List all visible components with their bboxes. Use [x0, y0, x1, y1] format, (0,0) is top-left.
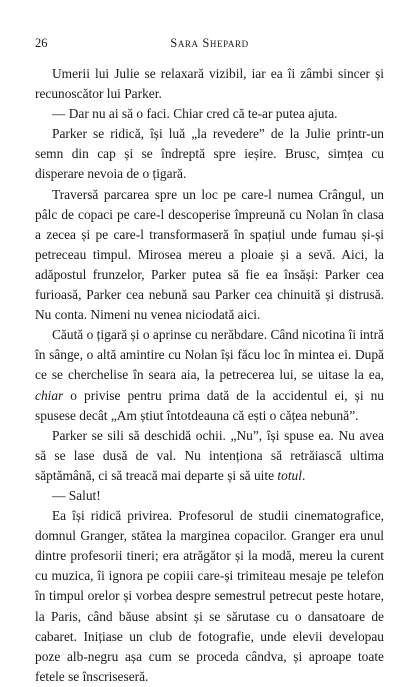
text-run: Ea își ridică privirea. Profesorul de studii cinematografice, domnul Granger, stătea la marginea copacilor. Granger era unul dintre profesorii tineri; era atrăgător și la modă, mereu la curent cu muzica, îi ignora pe copiii care-și trimiteau mesaje pe telefon în timpul orelor și vorbea despre semestrul petrecut peste hotare, la Paris, când băuse absint și se sărutase cu o dansatoare de cabaret. Inițiase un club de fotografie, unde elevii developau poze alb-negru așa cum se proceda cândva, și aproape toate fetele se înscriseseră. [35, 508, 384, 684]
paragraph [35, 486, 384, 506]
text-run: Umerii lui Julie se relaxară vizibil, iar ea îi zâmbi sincer și recunoscător lui Parker. [35, 66, 384, 102]
text-run: Căută o țigară și o aprinse cu nerăbdare. Când nicotina îi intră în sânge, o altă amintire cu Nolan își făcu loc în mintea ei. După ce se cherchelise în seara aia, la petrecerea lui, se uitase la ea, [35, 327, 384, 383]
page-number: 26 [35, 36, 48, 50]
text-run: — Salut! [52, 487, 101, 503]
page-header [35, 36, 384, 56]
text-run: o privise pentru prima dată de la accidentul ei, și nu spusese decât „Am știut întotdeauna că ești o cățea nebună”. [35, 387, 384, 423]
text-run: Parker se ridică, își luă „la revedere” de la Julie printr-un semn din cap și se îndreptă spre ieșire. Brusc, simțea cu disperare nevoia de o țigară. [35, 126, 384, 182]
paragraph [35, 104, 384, 124]
paragraph [35, 426, 384, 486]
running-head-author: Sara Shepard [170, 36, 249, 50]
emphasis-text: totul [277, 467, 302, 483]
paragraph [35, 64, 384, 104]
paragraph [35, 185, 384, 326]
body-text [35, 64, 384, 687]
paragraph [35, 124, 384, 184]
book-page [35, 36, 384, 687]
text-run: . [301, 467, 306, 483]
emphasis-text: chiar [35, 387, 64, 403]
text-run: Traversă parcarea spre un loc pe care-l numea Crângul, un pâlc de copaci pe care-l descoperise împreună cu Nolan în clasa a zecea și pe care-l transformaseră în spațiul unde fumau și-și petreceau timpul. Mirosea mereu a ploaie și a sevă. Aici, la adăpostul frunzelor, Parker putea să fie ea însăși: Parker cea furioasă, Parker cea nebună sau Parker cea chinuită și distrusă. Nu conta. Nimeni nu venea niciodată aici. [35, 186, 384, 323]
text-run: Parker se sili să deschidă ochii. „Nu”, își spuse ea. Nu avea să se lase dusă de val. Nu intenționa să retrăiască ultima săptămână, ci să treacă mai departe și să uite [35, 427, 384, 483]
paragraph [35, 506, 384, 687]
paragraph [35, 325, 384, 425]
text-run: — Dar nu ai să o faci. Chiar cred că te-ar putea ajuta. [52, 106, 338, 122]
